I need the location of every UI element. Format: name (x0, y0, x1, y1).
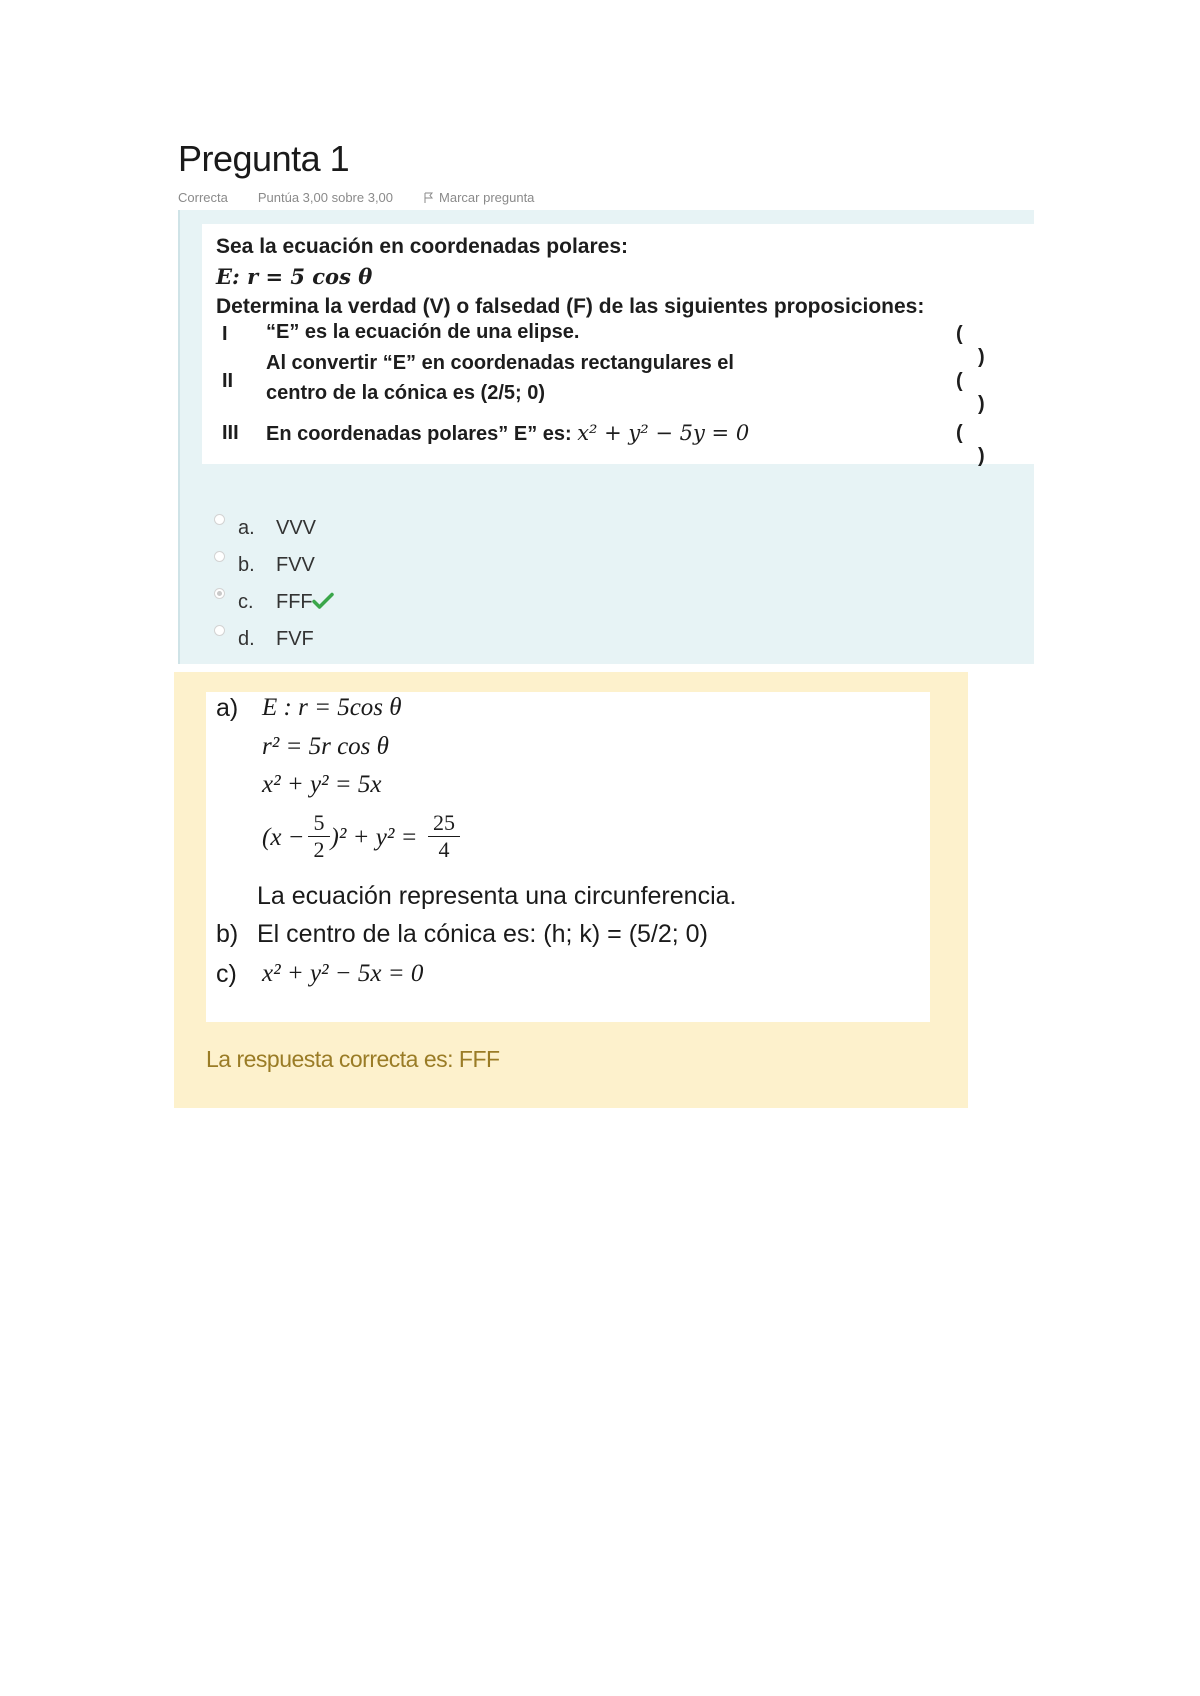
intro-text: Sea la ecuación en coordenadas polares: (216, 235, 628, 258)
option-value: FVV (276, 554, 315, 576)
score-text: Puntúa 3,00 sobre 3,00 (257, 190, 394, 205)
radio-button[interactable] (214, 551, 225, 562)
option-letter: a. (238, 517, 255, 539)
question-intro (216, 232, 1016, 322)
proposition-number: II (222, 370, 234, 392)
status-text: Correcta (178, 190, 228, 205)
proposition-text (266, 348, 734, 408)
eq-mid: )² + y² = (330, 824, 418, 851)
option-value: FFF (276, 591, 313, 613)
answer-blank: () (956, 422, 985, 467)
solution-label-c: c) (216, 960, 237, 988)
eq-left: (x − (262, 824, 305, 851)
radio-button[interactable] (214, 588, 225, 599)
proposition-line: En coordenadas polares” E” es: (266, 423, 572, 445)
solution-eq-1: E : r = 5cos θ (262, 694, 402, 721)
proposition-line: Al convertir “E” en coordenadas rectangulares el (266, 352, 734, 374)
solution-text-b: El centro de la cónica es: (h; k) = (5/2; 0) (257, 920, 708, 948)
radio-button[interactable] (214, 625, 225, 636)
radio-button[interactable] (214, 514, 225, 525)
proposition-number: I (222, 323, 228, 345)
flag-question-link[interactable] (423, 190, 534, 205)
proposition-line: centro de la cónica es (2/5; 0) (266, 382, 545, 404)
flag-label: Marcar pregunta (439, 190, 535, 205)
proposition-number: III (222, 422, 239, 444)
answer-blank: () (956, 370, 985, 415)
flag-icon (423, 192, 435, 204)
fraction-25-4: $\frac{25}{4}$ (428, 810, 460, 863)
solution-eq-4 (262, 824, 417, 852)
solution-label-b: b) (216, 920, 239, 948)
solution-eq-2: r² = 5r cos θ (262, 733, 389, 760)
option-letter: c. (238, 591, 254, 613)
solution-label-a: a) (216, 694, 239, 722)
option-letter: d. (238, 628, 255, 650)
option-value: VVV (276, 517, 317, 539)
option-value: FVF (276, 628, 314, 650)
option-letter: b. (238, 554, 255, 576)
instruction-text: Determina la verdad (V) o falsedad (F) de las siguientes proposiciones: (216, 295, 925, 318)
fraction-five-halves: $\frac{5}{2}$ (308, 810, 330, 863)
solution-eq-c: x² + y² − 5x = 0 (262, 960, 424, 987)
proposition-math: x² + y² − 5y = 0 (577, 421, 750, 445)
answer-blank: () (956, 323, 985, 368)
proposition-text (266, 418, 749, 449)
page-title: Pregunta 1 (178, 138, 350, 179)
correct-answer-text: La respuesta correcta es: FFF (206, 1046, 500, 1072)
proposition-text: “E” es la ecuación de una elipse. (266, 321, 580, 343)
solution-text-a: La ecuación representa una circunferencia. (257, 882, 737, 910)
question-info (178, 190, 534, 205)
checkmark-icon (312, 592, 334, 610)
solution-eq-3: x² + y² = 5x (262, 771, 382, 798)
polar-equation: E: r = 5 cos θ (216, 264, 373, 289)
